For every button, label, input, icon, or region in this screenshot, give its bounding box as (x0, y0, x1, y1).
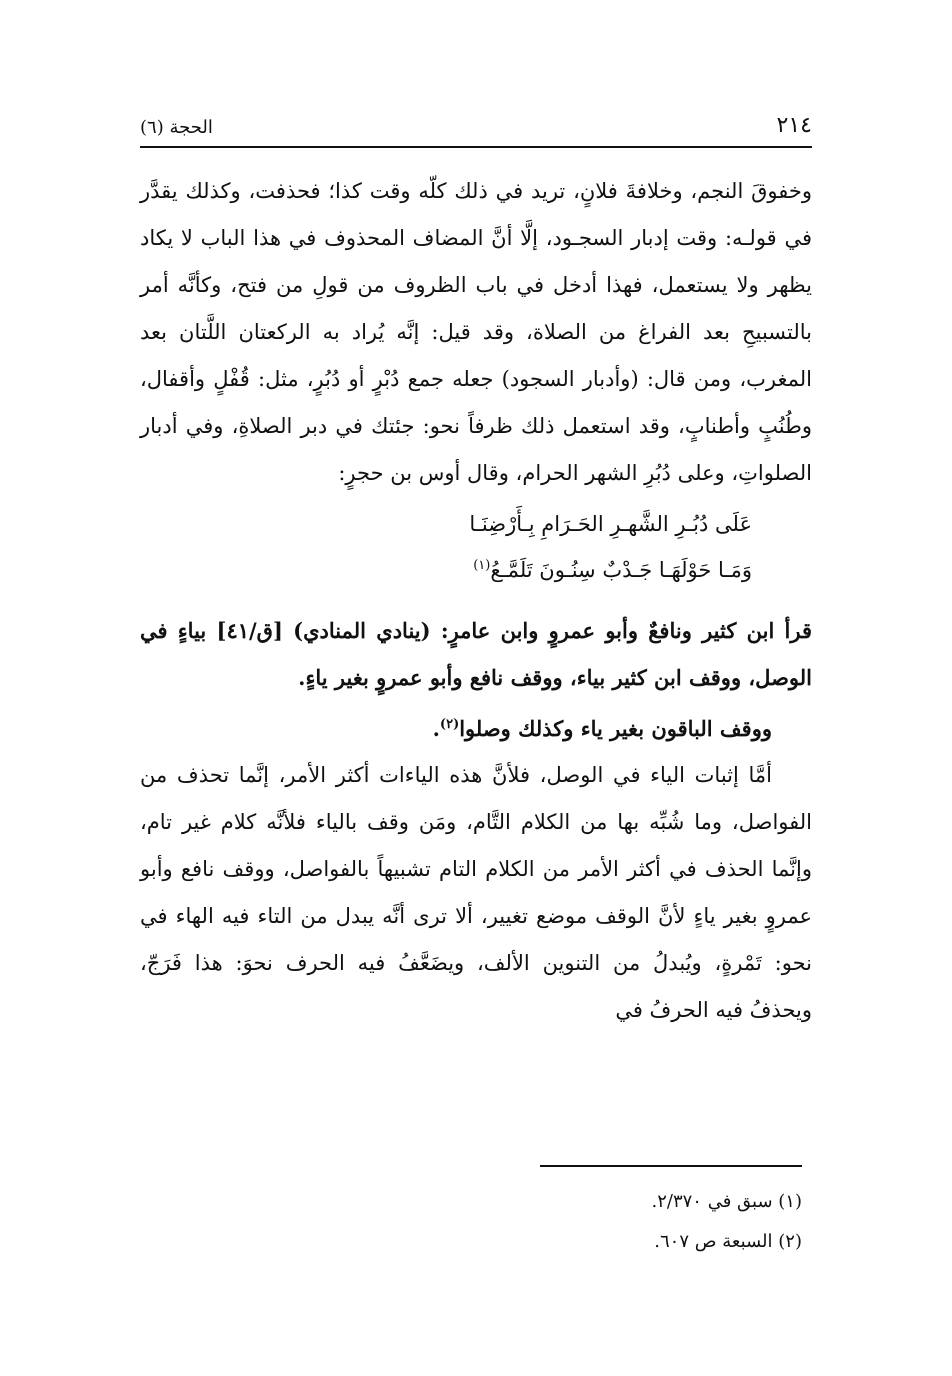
footnote-rule (540, 1165, 802, 1167)
verse-line-2-wrap (140, 545, 752, 591)
poetry-verse (140, 503, 812, 591)
paragraph-2: أمَّا إثبات الياء في الوصل، فلأنَّ هذه الياءات أكثر الأمر، إنَّما تحذف من الفواصل، وما شُبِّه بها من الكلام التَّام، ومَن وقف بالياء فلأنَّه كلام غير تام، وإنَّما الحذف في أكثر الأمر من الكلام التام تشبيهاً بالفواصل، ووقف نافع وأبو عمروٍ بغير ياءٍ لأنَّ الوقف موضع تغيير، ألا ترى أنَّه يبدل من التاء فيه الهاء في نحو: تَمْرةٍ، ويُبدلُ من التنوين الألف، ويضَعَّفُ فيه الحرف نحوَ: هذا فَرَجّ، ويحذفُ فيه الحرفُ في (140, 763, 812, 1022)
footnote-ref-1: (١) (473, 558, 491, 573)
paragraph-1: وخفوقَ النجم، وخلافةَ فلانٍ، تريد في ذلك كلّه وقت كذا؛ فحذفت، وكذلك يقدَّر في قولـه: وقت إدبار السجـود، إلَّا أنَّ المضاف المحذوف في هذا الباب لا يكاد يظهر ولا يستعمل، فهذا أدخل في باب الظروف من قولِ من فتح، وكأنَّه أمر بالتسبيحِ بعد الفراغ من الصلاة، وقد قيل: إنَّه يُراد به الركعتان اللَّتان بعد المغرب، ومن قال: (وأدبار السجود) جعله جمع دُبْرٍ أو دُبُرٍ، مثل: قُفْلٍ وأقفال، وطُنُبٍ وأطنابٍ، وقد استعمل ذلك ظرفاً نحو: جئتك في دبر الصلاةِ، وفي أدبار الصلواتِ، وعلى دُبُرِ الشهر الحرام، وقال أوس بن حجرٍ: (140, 179, 812, 485)
page-header (140, 98, 812, 138)
running-title: الحجة (٦) (140, 117, 213, 138)
footnotes (140, 1182, 802, 1262)
footnote-1: (١) سبق في ٢/٣٧٠. (651, 1191, 802, 1212)
footnote-2: (٢) السبعة ص ٦٠٧. (654, 1231, 802, 1252)
page-body (140, 168, 812, 1034)
header-rule (140, 146, 812, 148)
reading-statement-2-wrap (140, 701, 812, 752)
footnote-ref-2: (٢) (439, 717, 460, 732)
page-number: ٢١٤ (776, 113, 812, 138)
verse-line-1: عَلَى دُبُـرِ الشَّهـرِ الحَـرَامِ بِـأَرْضِنَـا (469, 512, 752, 536)
reading-statement-1: قرأ ابن كثير ونافعٌ وأبو عمروٍ وابن عامرٍ: (ينادي المنادي) [ق/٤١] بياءٍ في الوصل، ووقف ابن كثير بياء، ووقف نافع وأبو عمروٍ بغير ياءٍ. (140, 618, 812, 690)
reading-statement-2-end: . (432, 716, 440, 741)
reading-statement-2: ووقف الباقون بغير ياء وكذلك وصلوا (459, 716, 772, 741)
verse-line-2: وَمَـا حَوْلَهَـا جَـدْبٌ سِنُـونَ تَلَمَّـعُ (490, 558, 752, 582)
